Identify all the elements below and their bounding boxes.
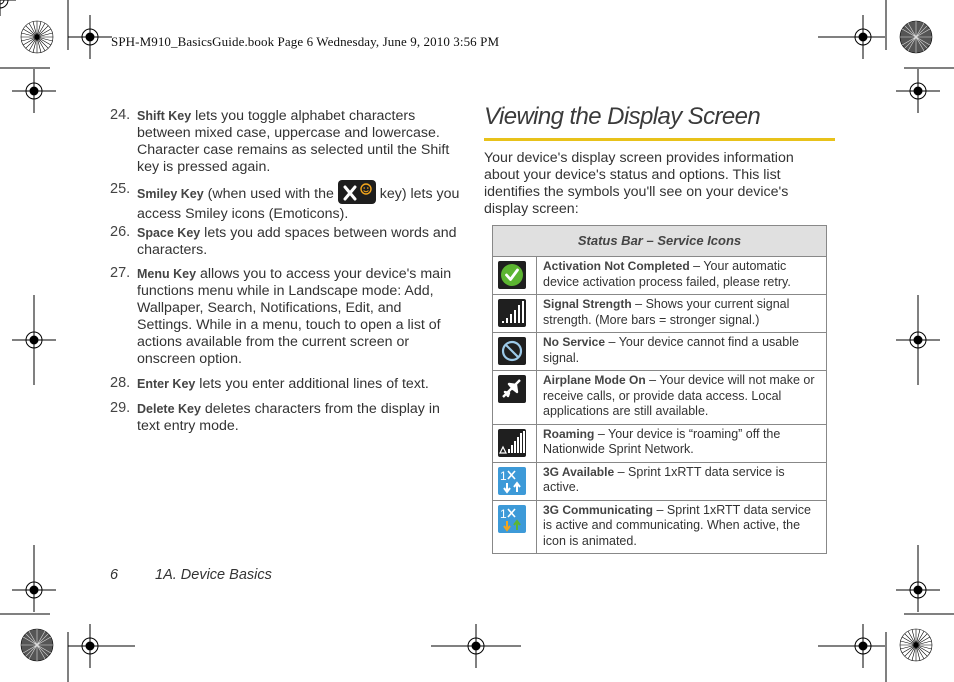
item-text: deletes characters from the display in text entry mode. [137,401,440,434]
table-header: Status Bar – Service Icons [493,226,827,257]
icon-description: – Your automatic device activation process failed, please retry. [543,259,791,289]
no-service-icon [498,337,526,365]
icon-description: – Your device will not make or receive calls, or provide data access. Local applications are still available. [543,373,815,418]
table-row [493,333,827,371]
icon-label: Airplane Mode On [543,373,646,387]
icon-description: – Your device is “roaming” off the Nationwide Sprint Network. [543,426,781,456]
roaming-icon [498,429,526,457]
list-item [110,376,460,393]
table-row [493,295,827,333]
list-item [110,182,460,223]
section-title: Viewing the Display Screen [484,103,761,130]
icon-description: – Shows your current signal strength. (More bars = stronger signal.) [543,297,790,327]
table-row [493,424,827,462]
icon-label: Activation Not Completed [543,259,690,273]
icon-label: No Service [543,335,606,349]
footer-section-name: 1A. Device Basics [155,567,272,583]
item-number: 27. [110,265,131,281]
smiley-key-icon [338,180,376,204]
item-text-before: (when used with the [203,185,338,202]
table-row [493,257,827,295]
3g-available-icon [498,467,526,495]
title-rule [484,138,835,141]
key-name: Menu Key [137,267,197,281]
icon-description: – Sprint 1xRTT data service is active. [543,464,785,494]
intro-paragraph: Your device's display screen provides information about your device's status and options. This list identifies the symbols you'll see on your device's display screen: [484,150,794,217]
item-text-after: key) lets you access Smiley icons (Emoticons). [137,185,460,222]
key-name: Delete Key [137,402,201,416]
key-name: Shift Key [137,109,192,123]
icon-description: – Your device cannot find a usable signal. [543,335,799,365]
item-text: allows you to access your device's main functions menu while in Landscape mode: Add, Wallpaper, Search, Notifications, Edit, and Settings. While in a menu, touch to open a list of actions available from the current screen or onscreen option. [137,266,452,367]
list-item [110,401,460,435]
list-item [110,108,460,176]
table-row [493,500,827,554]
icon-label: 3G Available [543,464,615,479]
icon-label: 3G Communicating [543,502,654,517]
icon-label: Signal Strength [543,297,632,311]
item-text: lets you enter additional lines of text. [195,376,429,392]
table-row [493,371,827,425]
key-name: Enter Key [137,377,196,391]
page-number: 6 [110,567,119,583]
icon-description: – Sprint 1xRTT data service is active and communicating. When active, the icon is animated. [543,502,811,548]
item-number: 28. [110,375,131,391]
item-number: 29. [110,400,131,416]
3g-communicating-icon [498,505,526,533]
signal-strength-icon [498,299,526,327]
item-number: 25. [110,181,131,197]
icon-label: Roaming [543,426,595,441]
item-number: 26. [110,224,131,240]
key-name: Smiley Key [137,186,204,201]
service-icons-table [492,225,827,554]
list-item [110,266,460,368]
airplane-icon [498,375,526,403]
svg-text:1: 1 [500,468,507,483]
checkmark-icon [498,261,526,289]
svg-text:1: 1 [500,506,507,521]
list-item [110,225,460,259]
table-row [493,462,827,500]
item-text: lets you add spaces between words and characters. [137,225,457,258]
item-text: lets you toggle alphabet characters between mixed case, uppercase and lowercase. Character case remains as selected until the Shift key is pressed again. [137,108,450,175]
item-number: 24. [110,107,131,123]
print-header-line: SPH-M910_BasicsGuide.book Page 6 Wednesday, June 9, 2010 3:56 PM [111,34,500,49]
key-name: Space Key [137,226,201,240]
